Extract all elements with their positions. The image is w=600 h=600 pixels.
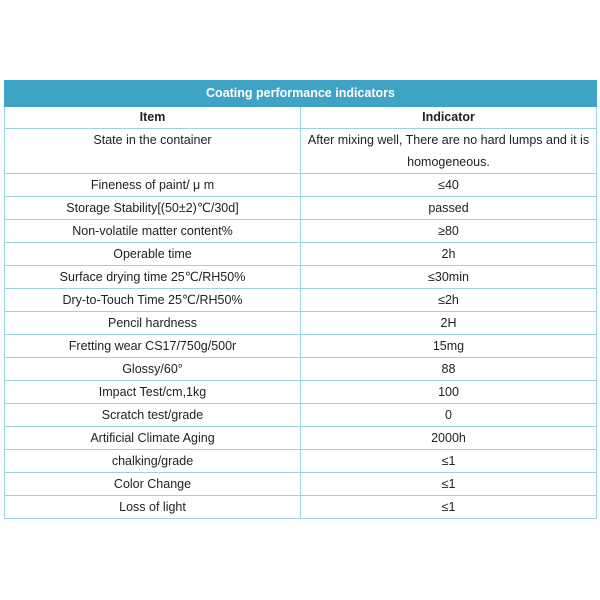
column-header-item: Item [5,107,301,129]
row-indicator-value: 0 [301,404,597,427]
row-indicator-value: 100 [301,381,597,404]
row-item-label: Scratch test/grade [5,404,301,427]
row-indicator-value: 15mg [301,335,597,358]
row-indicator-value: ≤1 [301,473,597,496]
row-item-label: Non-volatile matter content% [5,220,301,243]
table-row [5,289,597,312]
row-item-label: Color Change [5,473,301,496]
row-indicator-value: ≤1 [301,450,597,473]
table-row [5,129,597,174]
row-indicator-value: 2000h [301,427,597,450]
row-indicator-value: ≤2h [301,289,597,312]
row-item-label: Pencil hardness [5,312,301,335]
performance-table [4,80,597,519]
table-row [5,174,597,197]
table-row [5,358,597,381]
row-indicator-value: 88 [301,358,597,381]
column-header-indicator: Indicator [301,107,597,129]
row-item-label: Glossy/60° [5,358,301,381]
table-row [5,220,597,243]
row-item-label: Storage Stability[(50±2)℃/30d] [5,197,301,220]
table-row [5,473,597,496]
table-row [5,335,597,358]
table-row [5,266,597,289]
table-row [5,381,597,404]
table-body [5,129,597,519]
row-item-label: Impact Test/cm,1kg [5,381,301,404]
table-row [5,243,597,266]
performance-table-container [4,80,597,519]
row-item-label: Fretting wear CS17/750g/500r [5,335,301,358]
table-row [5,450,597,473]
table-row [5,496,597,519]
table-row [5,312,597,335]
row-item-label: Dry-to-Touch Time 25℃/RH50% [5,289,301,312]
row-item-label: Fineness of paint/ μ m [5,174,301,197]
table-row [5,427,597,450]
row-indicator-value: ≤40 [301,174,597,197]
row-indicator-value: passed [301,197,597,220]
row-indicator-value: 2H [301,312,597,335]
row-item-label: chalking/grade [5,450,301,473]
table-header-row [5,107,597,129]
row-indicator-value: After mixing well, There are no hard lumps and it is homogeneous. [301,129,597,174]
row-indicator-value: ≤30min [301,266,597,289]
table-title-row [5,81,597,107]
row-item-label: State in the container [5,129,301,174]
table-row [5,404,597,427]
row-indicator-value: 2h [301,243,597,266]
row-item-label: Loss of light [5,496,301,519]
row-item-label: Operable time [5,243,301,266]
row-item-label: Artificial Climate Aging [5,427,301,450]
row-indicator-value: ≤1 [301,496,597,519]
row-indicator-value: ≥80 [301,220,597,243]
table-title: Coating performance indicators [5,81,597,107]
table-row [5,197,597,220]
row-item-label: Surface drying time 25℃/RH50% [5,266,301,289]
